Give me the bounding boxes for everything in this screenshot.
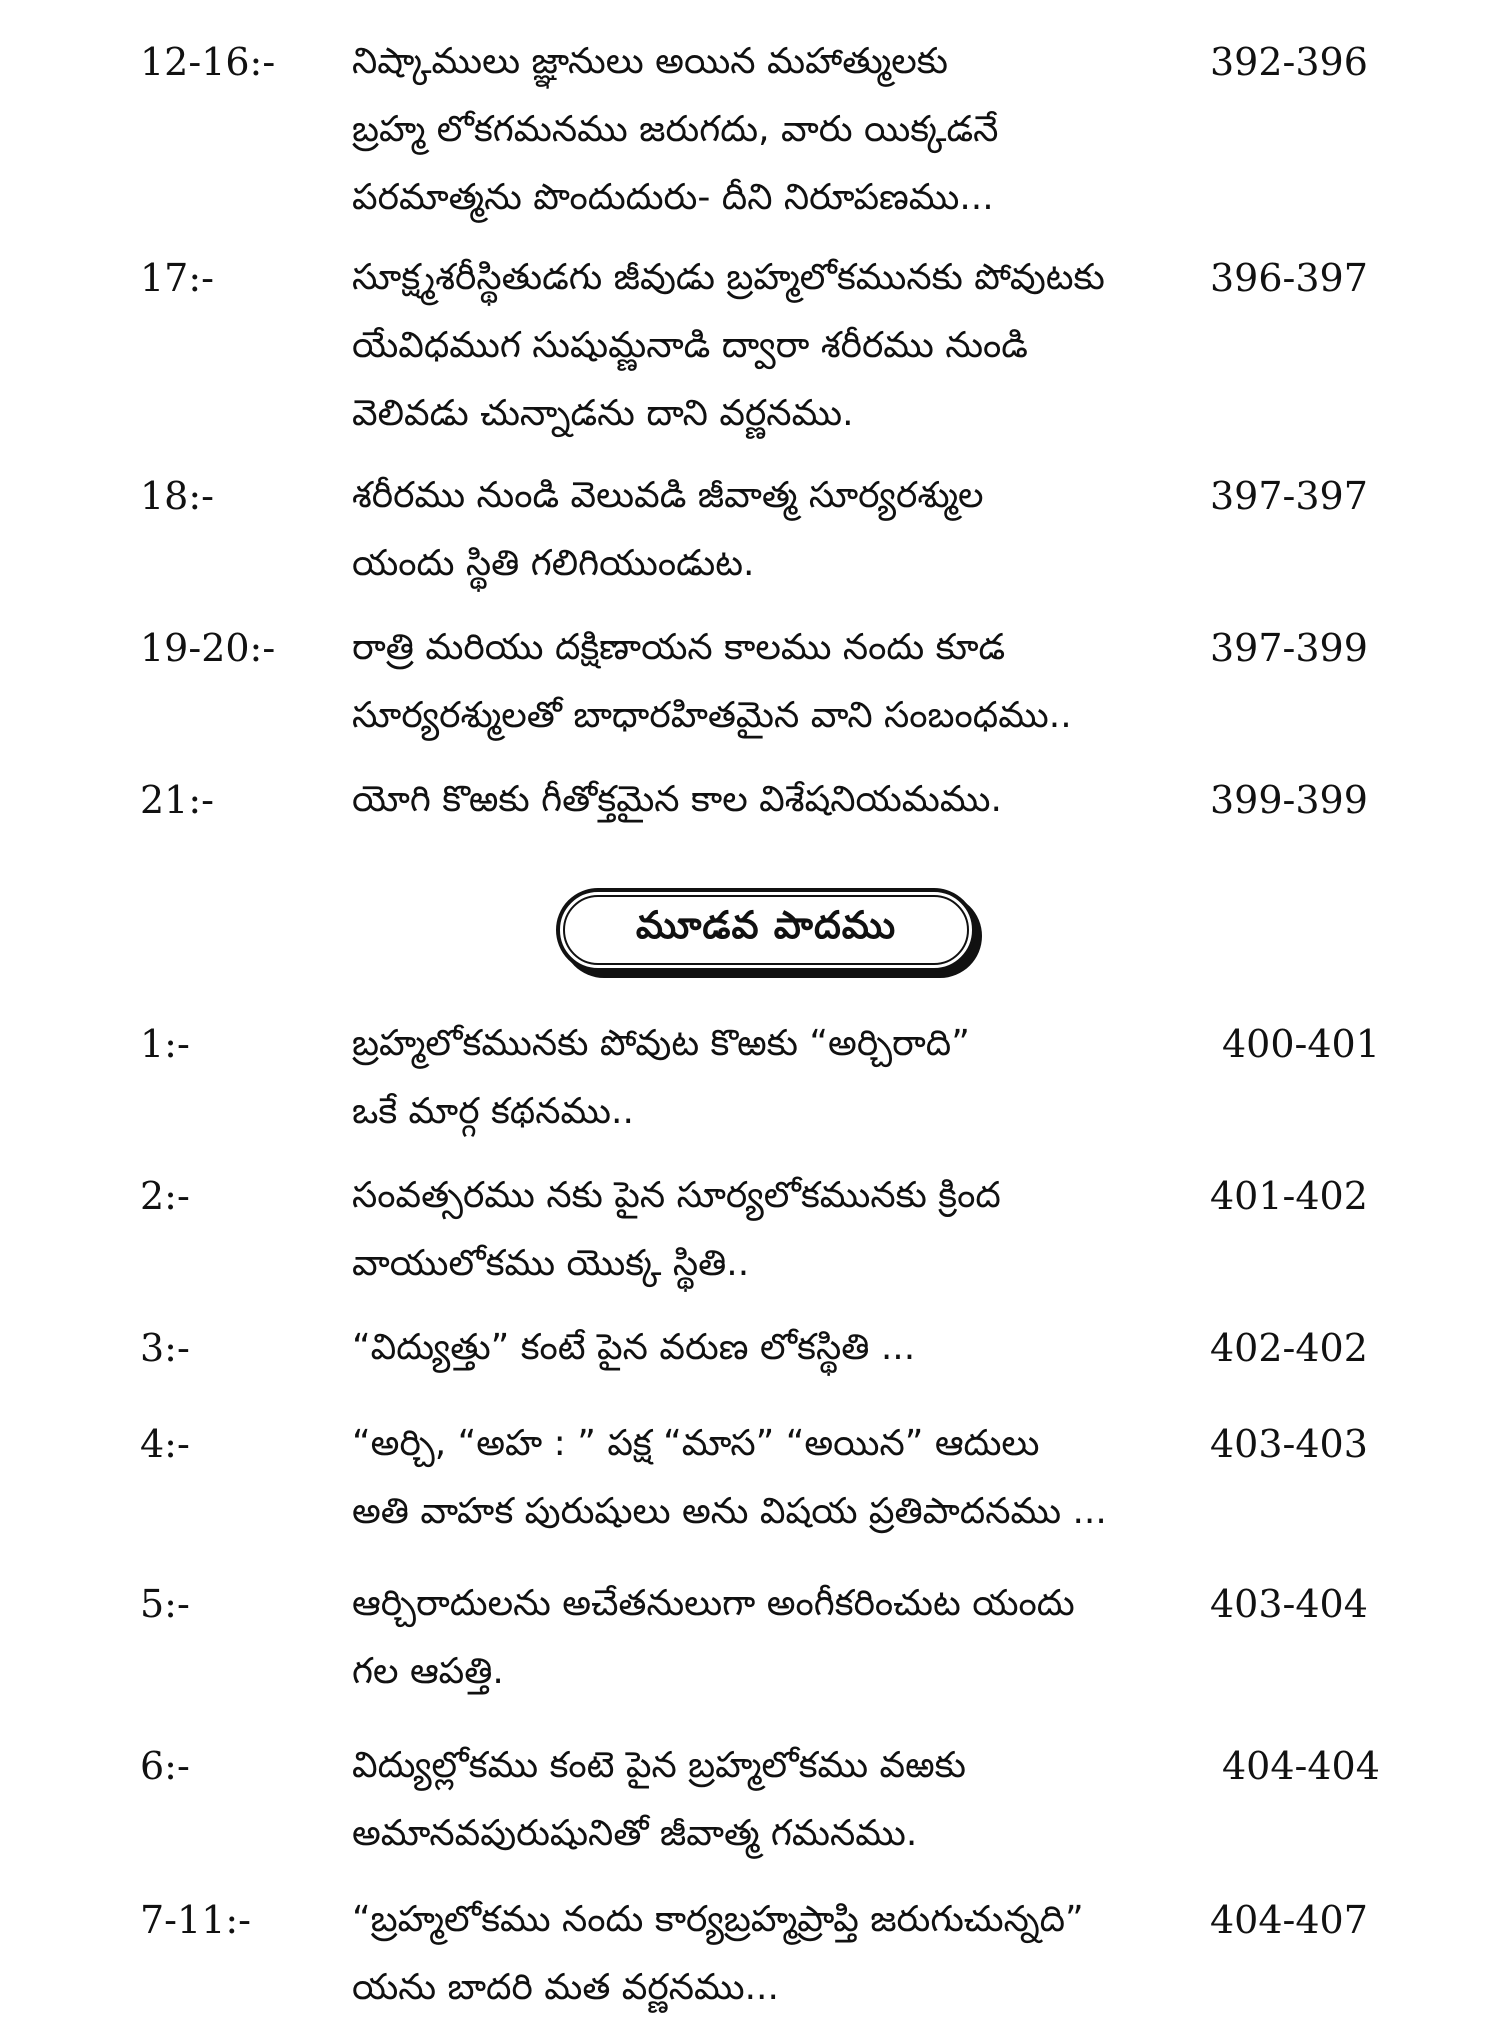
description-line: “అర్చి, “అహ : ” పక్ష “మాస” “అయిన” ఆదులు: [352, 1423, 1040, 1464]
entry-description: [352, 766, 1202, 834]
entry-description: [352, 1162, 1202, 1298]
entry-description: [352, 28, 1202, 232]
page-range: 392-396: [1210, 40, 1368, 84]
description-line: అమానవపురుషునితో జీవాత్మ గమనము.: [352, 1813, 918, 1854]
description-line: బ్రహ్మ లోకగమనము జరుగదు, వారు యిక్కడనే: [352, 109, 999, 150]
description-line: సూక్ష్మశరీస్థితుడగు జీవుడు బ్రహ్మలోకమునకు పోవుటకు: [352, 257, 1105, 298]
description-line: యందు స్థితి గలిగియుండుట.: [352, 543, 755, 584]
verse-number: 18:-: [140, 474, 214, 518]
page-range: 399-399: [1210, 778, 1368, 822]
entry-description: [352, 1732, 1202, 1868]
description-line: “బ్రహ్మలోకము నందు కార్యబ్రహ్మప్రాప్తి జరుగుచున్నది”: [352, 1899, 1084, 1940]
verse-number: 17:-: [140, 256, 214, 300]
verse-number: 21:-: [140, 778, 214, 822]
verse-number: 19-20:-: [140, 626, 276, 670]
description-line: సంవత్సరము నకు పైన సూర్యలోకమునకు క్రింద: [352, 1175, 1001, 1216]
entry-description: [352, 1010, 1202, 1146]
description-line: యోగి కొఱకు గీతోక్తమైన కాల విశేషనియమము.: [352, 779, 1002, 820]
description-line: అతి వాహక పురుషులు అను విషయ ప్రతిపాదనము ...: [352, 1491, 1107, 1532]
section-heading: [556, 888, 976, 972]
entry-description: [352, 1886, 1202, 2022]
verse-number: 3:-: [140, 1326, 190, 1370]
page-range: 403-404: [1210, 1582, 1368, 1626]
description-line: సూర్యరశ్ములతో బాధారహితమైన వాని సంబంధము..: [352, 695, 1072, 736]
entry-description: [352, 1570, 1202, 1706]
description-line: యేవిధముగ సుషుమ్ణనాడి ద్వారా శరీరము నుండి: [352, 325, 1028, 366]
verse-number: 1:-: [140, 1022, 190, 1066]
page-range: 404-407: [1210, 1898, 1368, 1942]
description-line: ఆర్చిరాదులను అచేతనులుగా అంగీకరించుట యందు: [352, 1583, 1075, 1624]
description-line: వాయులోకము యొక్క స్థితి..: [352, 1243, 750, 1284]
description-line: శరీరము నుండి వెలువడి జీవాత్మ సూర్యరశ్ముల: [352, 475, 984, 516]
entry-description: [352, 1410, 1202, 1546]
page-range: 397-399: [1210, 626, 1368, 670]
entry-description: [352, 244, 1202, 448]
description-line: పరమాత్మను పొందుదురు- దీని నిరూపణము...: [352, 177, 994, 218]
description-line: “విద్యుత్తు” కంటే పైన వరుణ లోకస్థితి ...: [352, 1327, 916, 1368]
description-line: గల ఆపత్తి.: [352, 1651, 504, 1692]
entry-description: [352, 1314, 1202, 1382]
page-range: 396-397: [1210, 256, 1368, 300]
description-line: నిష్కాములు జ్ఞానులు అయిన మహాత్ములకు: [352, 41, 948, 82]
entry-description: [352, 614, 1202, 750]
page-range: 397-397: [1210, 474, 1368, 518]
page-range: 403-403: [1210, 1422, 1368, 1466]
verse-number: 7-11:-: [140, 1898, 252, 1942]
description-line: విద్యుల్లోకము కంటె పైన బ్రహ్మలోకము వఱకు: [352, 1745, 966, 1786]
verse-number: 5:-: [140, 1582, 190, 1626]
page-range: 401-402: [1210, 1174, 1368, 1218]
page-range: 402-402: [1210, 1326, 1368, 1370]
description-line: బ్రహ్మలోకమునకు పోవుట కొఱకు “అర్చిరాది”: [352, 1023, 970, 1064]
section-heading-label: మూడవ పాదము: [563, 895, 969, 965]
description-line: యను బాదరి మత వర్ణనము...: [352, 1967, 779, 2008]
verse-number: 2:-: [140, 1174, 190, 1218]
verse-number: 4:-: [140, 1422, 190, 1466]
page-range: 400-401: [1222, 1022, 1380, 1066]
description-line: రాత్రి మరియు దక్షిణాయన కాలము నందు కూడ: [352, 627, 1006, 668]
description-line: ఒకే మార్గ కథనము..: [352, 1091, 634, 1132]
entry-description: [352, 462, 1202, 598]
verse-number: 12-16:-: [140, 40, 276, 84]
page-range: 404-404: [1222, 1744, 1380, 1788]
description-line: వెలివడు చున్నాడను దాని వర్ణనము.: [352, 393, 854, 434]
verse-number: 6:-: [140, 1744, 190, 1788]
